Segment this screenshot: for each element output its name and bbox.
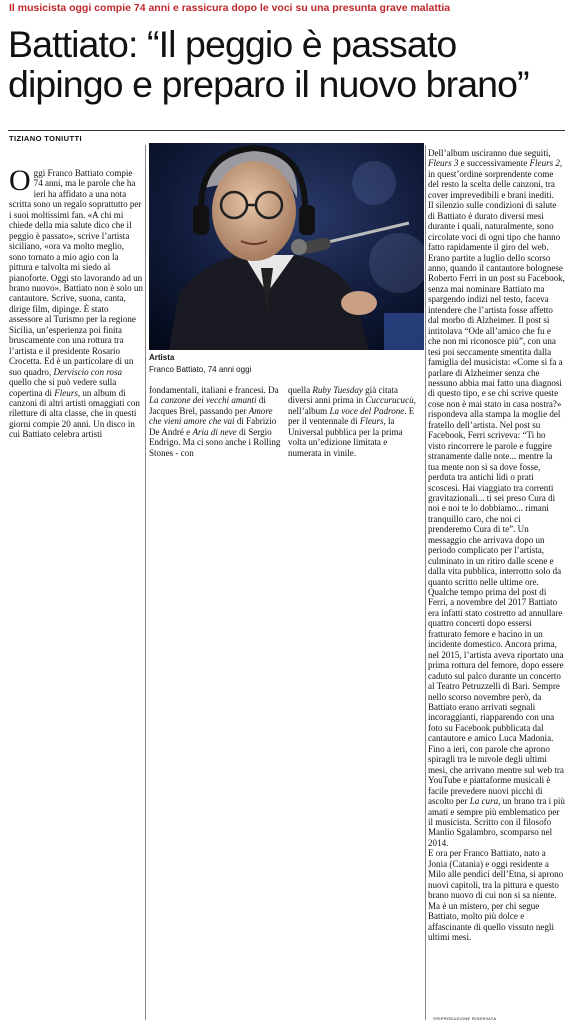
article-column-2 [149,385,283,460]
body-text: fondamentali, italiani e francesi. Da [149,385,279,395]
article-kicker: Il musicista oggi compie 74 anni e rassicura dopo le voci su una presunta grave malattia [9,2,451,14]
column-divider [425,145,426,1020]
body-text: , la Universal pubblica per la prima volta un’edizione limitata e numerata in vinile. [288,416,403,458]
photo-caption: Franco Battiato, 74 anni oggi [149,365,252,374]
body-text: e successivamente [460,158,528,169]
article-column-1 [9,168,143,458]
body-paragraph: E ora per Franco Battiato, nato a Jonia (Catania) e oggi residente a Milo alle pendici dell’Etna, si aprono nuovi capitoli, tra la pittura e questo brano nuovo di cui non si sa niente. Ma è un mistero, per chi segue Battiato, molto più dolce e affascinante di quello vissuto negli ultimi mesi. [428,848,564,942]
body-text: . E per il ventennale di [288,405,415,427]
body-text: ggi Franco Battiato compie 74 anni, ma le parole che ha ieri ha affidato a una nota scritta sono un regalo soprattutto per i suoi moltissimi fan. «A chi mi chiede della mia salute dico che il peggio è passato», scrive l’artista siciliano, «ora va molto meglio, sono tornato a mio agio con la pittura e talvolta mi siedo al pianoforte. Oggi sto lavorando ad un brano nuovo». Battiato non è solo un cantautore. Scrive, suona, canta, dirige film, dipinge. È stato assessore al Turismo per la regione Sicilia, un’esperienza poi finita bruscamente con una rottura tra l’artista e il presidente Rosario Crocetta. Ed è un particolare di un suo quadro, [9,168,143,377]
body-text: di Sergio Endrigo. Ma ci sono anche i Rolling Stones - con [149,426,281,458]
song-title: La cura [469,796,499,807]
headline-line-1: Battiato: “Il peggio è passato [8,23,457,65]
header-rule [8,130,565,131]
byline: TIZIANO TONIUTTI [9,134,82,143]
body-text: quella [288,385,311,395]
body-text: , un brano tra i più amati e sempre più emblematico per il musicista. Scritto con il filosofo Manlio Sgalambro, scomparso nel 2014. [428,796,565,848]
album-title: Fleurs 2 [529,158,560,169]
body-text: , nell’album [288,395,416,416]
song-title: Ruby Tuesday [312,385,363,395]
article-photo [149,143,424,350]
body-text: di Fabrizio De André e [149,416,277,437]
body-text: Dell’album usciranno due seguiti, [428,148,551,158]
body-text: quello che si può vedere sulla copertina di [9,377,117,398]
body-text: già citata diversi anni prima in [288,385,399,406]
album-title: La voce del Padrone [329,405,405,416]
article-column-4 [428,148,565,1018]
body-text: , un album di canzoni di altri artisti omaggiati con riletture di alta classe, che in questi giorni compie 20 anni. Un disco in cui Battiato celebra artisti [9,387,140,440]
photo-caption-title: Artista [149,353,175,362]
column-divider [145,145,146,1020]
article-headline [8,24,568,104]
body-text: Qualche tempo prima del post di Ferri, a novembre del 2017 Battiato era infatti stato costretto ad annullare quattro concerti dopo essersi fratturato femore e bacino in un incidente domestico. Ancora prima, nel 2015, l’artista aveva riportato una prima rottura del femore, dopo essere caduto sul palco durante un concerto al Teatro Petruzzelli di Bari. Sempre nello scorso novembre però, da Battiato erano arrivati segnali incoraggianti, riapparendo con una foto su Facebook pubblicata dal cantautore e amico Luca Madonia. Fino a ieri, con parole che aprono spiragli tra le nuvole degli ultimi mesi, che arrivano mentre sul web tra YouTube e piattaforme musicali è facile prevedere nuovi picchi di ascolto per [428,587,564,807]
article-column-3 [288,385,422,460]
portrait-illustration [149,143,424,350]
drop-cap: O [9,168,31,197]
song-title: Aria di neve [192,426,237,437]
body-text: di Jacques Brel, passando per [149,395,266,416]
artwork-title: Derviscio con rosa [53,366,122,377]
body-text: , in quest’ordine sorprendente come del resto la scelta delle canzoni, tra cover imprevedibili e brani inediti. [428,158,563,200]
copyright-notice: ©RIPRODUZIONE RISERVATA [433,1016,497,1021]
song-title: La canzone dei vecchi amanti [149,395,257,406]
song-title: Cuccurucucù [365,395,414,406]
album-title: Fleurs [54,387,78,398]
song-title: Amore che vieni amore che vai [149,405,273,427]
body-paragraph: Il silenzio sulle condizioni di salute di Battiato è durato diversi mesi durante i quali, naturalmente, sono circolate voci di ogni tipo che hanno fatto rapidamente il giro del web. Erano partite a luglio dello scorso anno, quando il cantautore bolognese Roberto Ferri in un post su Facebook, senza mai nominare Battiato ma spargendo indizi nel testo, faceva intendere che l’artista fosse affetto dal morbo di Alzheimer. Il post si intitolava “Ode all’amico che fu e che non mi riconosce più”, con una tesi poi seccamente smentita dalla famiglia del musicista: «Come si fa a parlare di Alzheimer senza che nessuno abbia mai fatto una diagnosi di questo tipo, e se chi scrive queste cose non è mai stato in casa nostra?» rispondeva alla stampa la moglie del fratello dell’artista. Nel post su Facebook, Ferri scriveva: “Ti ho visto rincorrere le parole e fuggire stranamente dalle note... mentre la tua mente non si sa dove fosse, perduta tra antichi lidi o prati scoscesi. Hai viaggiato tra correnti gravitazionali... ti sei preso Cura di noi e noi te lo dobbiamo... rimani tranquillo caro, che noi ci prenderemo Cura di te”. Un messaggio che arrivava dopo un periodo complicato per l’artista, culminato in un ritiro dalle scene e dalla vita pubblica, interrotto solo da quanto scritto nelle ultime ore. [428,200,565,587]
album-title: Fleurs 3 [428,158,459,169]
album-title: Fleurs [359,416,384,427]
headline-line-2: dipingo e preparo il nuovo brano” [8,63,529,105]
